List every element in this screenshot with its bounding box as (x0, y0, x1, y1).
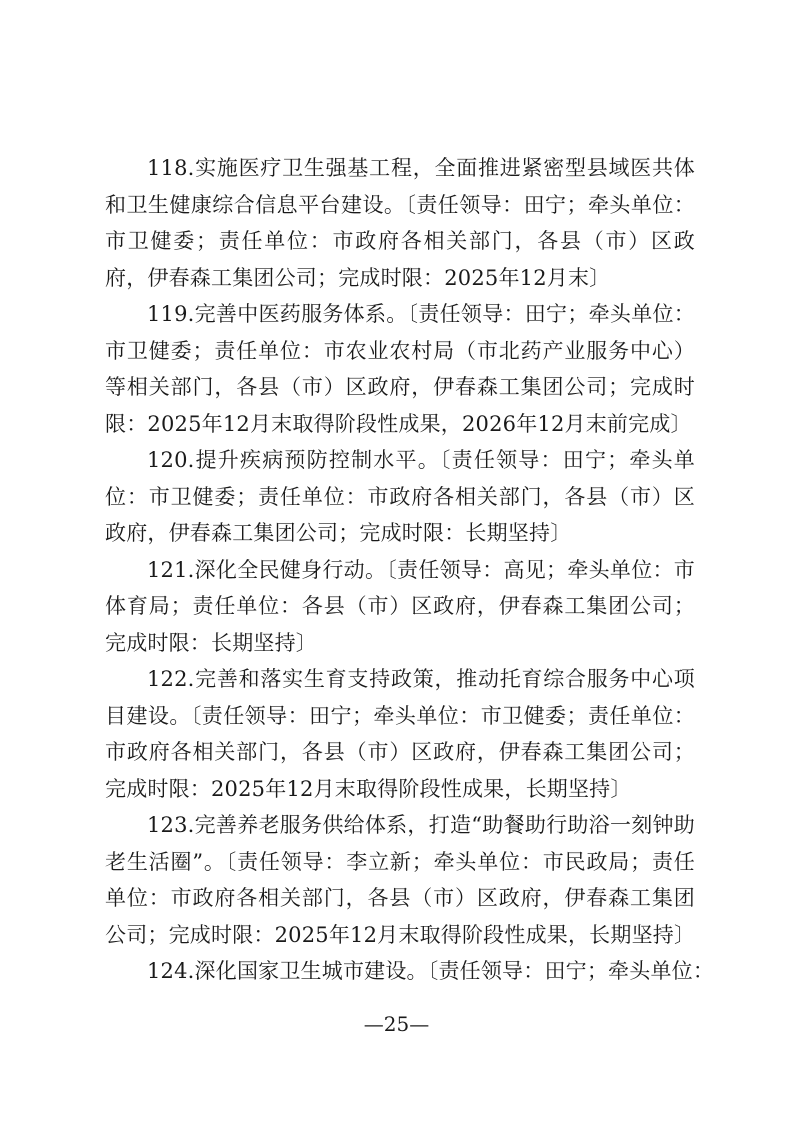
paragraph-item-118: 118.实施医疗卫生强基工程，全面推进紧密型县域医共体和卫生健康综合信息平台建设。〔责任领导：田宁；牵头单位：市卫健委；责任单位：市政府各相关部门，各县（市）区政府，伊春森工集团公司；完成时限：2025年12月末〕 (105, 156, 695, 290)
document-body (105, 150, 715, 990)
paragraph-item-121: 121.深化全民健身行动。〔责任领导：高见；牵头单位：市体育局；责任单位：各县（市）区政府，伊春森工集团公司；完成时限：长期坚持〕 (105, 557, 695, 655)
paragraph-item-123: 123.完善养老服务供给体系，打造“助餐助行助浴一刻钟助老生活圈”。〔责任领导：李立新；牵头单位：市民政局；责任单位：市政府各相关部门，各县（市）区政府，伊春森工集团公司；完成时限：2025年12月末取得阶段性成果，长期坚持〕 (105, 813, 696, 947)
paragraph-item-124: 124.深化国家卫生城市建设。〔责任领导：田宁；牵头单位： (147, 959, 715, 983)
paragraph-item-120: 120.提升疾病预防控制水平。〔责任领导：田宁；牵头单位：市卫健委；责任单位：市政府各相关部门，各县（市）区政府，伊春森工集团公司；完成时限：长期坚持〕 (105, 448, 695, 545)
paragraph-item-119: 119.完善中医药服务体系。〔责任领导：田宁；牵头单位：市卫健委；责任单位：市农业农村局（市北药产业服务中心）等相关部门，各县（市）区政府，伊春森工集团公司；完成时限：2025年12月末取得阶段性成果，2026年12月末前完成〕 (105, 302, 695, 436)
paragraph-item-122: 122.完善和落实生育支持政策，推动托育综合服务中心项目建设。〔责任领导：田宁；牵头单位：市卫健委；责任单位：市政府各相关部门，各县（市）区政府，伊春森工集团公司；完成时限：2025年12月末取得阶段性成果，长期坚持〕 (105, 667, 695, 801)
page-number: —25— (363, 1012, 430, 1036)
